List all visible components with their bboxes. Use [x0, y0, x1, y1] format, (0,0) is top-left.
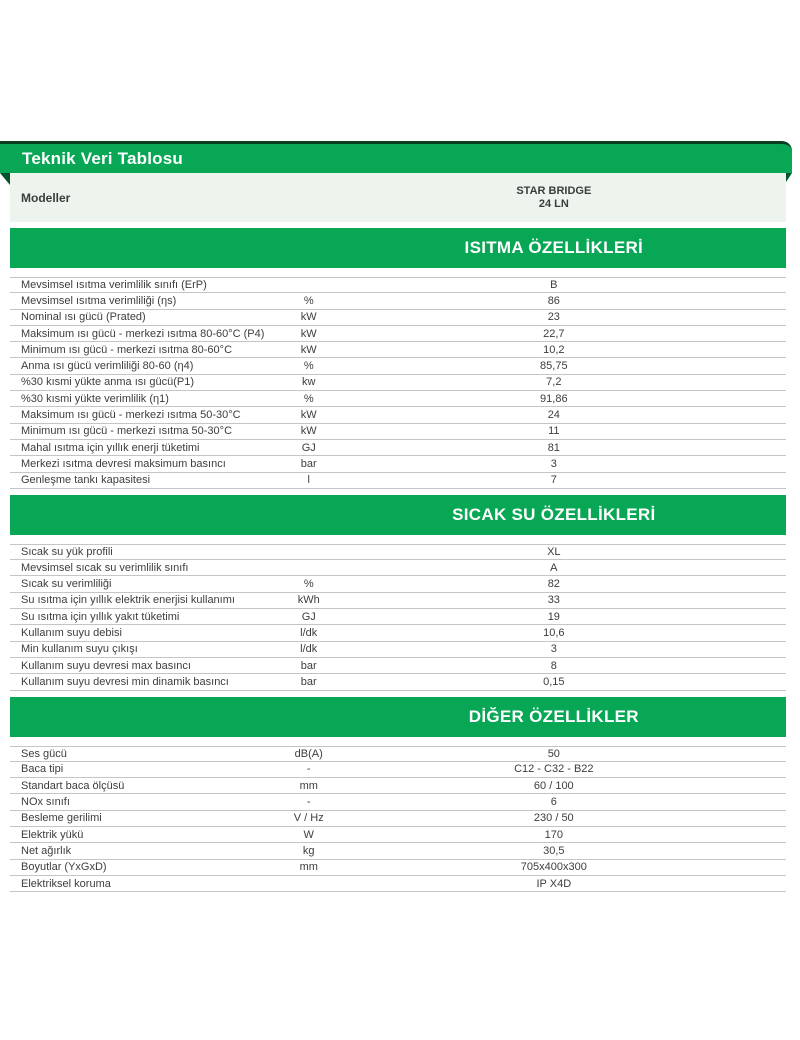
table-row: [10, 593, 786, 609]
row-value: 86: [547, 294, 560, 307]
spec-table: [10, 173, 786, 892]
row-unit: %: [303, 294, 314, 307]
row-label: Besleme gerilimi: [21, 812, 102, 825]
row-value: 82: [547, 578, 560, 591]
section-rows: [10, 544, 786, 691]
row-unit: %: [303, 392, 314, 405]
row-label: Minimum ısı gücü - merkezi ısıtma 80-60°C: [21, 343, 233, 356]
row-label: Sıcak su yük profili: [21, 546, 113, 558]
model-name-line1: STAR BRIDGE: [516, 184, 592, 197]
row-unit: l/dk: [300, 626, 318, 639]
row-label: Mevsimsel ısıtma verimlilik sınıfı (ErP): [21, 279, 207, 292]
section-header-bar: [10, 697, 786, 737]
table-row: [10, 811, 786, 827]
table-row: [10, 860, 786, 876]
table-row: [10, 456, 786, 472]
row-label: Standart baca ölçüsü: [21, 779, 125, 792]
section-title: DİĞER ÖZELLİKLER: [468, 706, 639, 726]
row-value: 10,6: [543, 626, 565, 639]
model-name: [344, 185, 786, 211]
row-label: Ses gücü: [21, 747, 67, 760]
row-unit: mm: [299, 861, 318, 874]
table-row: [10, 544, 786, 560]
row-label: Baca tipi: [21, 763, 64, 776]
table-row: [10, 440, 786, 456]
sections-container: [10, 228, 786, 892]
section-title: ISITMA ÖZELLİKLERİ: [464, 238, 644, 257]
row-unit: bar: [300, 675, 317, 688]
table-row: [10, 473, 786, 489]
row-value: 230 / 50: [533, 812, 574, 825]
row-unit: l/dk: [300, 643, 318, 656]
model-header-row: [10, 173, 786, 222]
table-row: [10, 827, 786, 843]
table-row: [10, 560, 786, 576]
row-value: 7: [550, 474, 557, 487]
row-unit: V / Hz: [293, 812, 324, 825]
table-row: [10, 391, 786, 407]
spec-section: [10, 495, 786, 691]
spec-section: [10, 697, 786, 893]
models-label: Modeller: [21, 190, 71, 205]
table-row: [10, 794, 786, 810]
row-value: 22,7: [543, 327, 565, 340]
row-label: Min kullanım suyu çıkışı: [21, 643, 138, 656]
row-unit: -: [306, 763, 311, 776]
table-row: [10, 609, 786, 625]
row-value: 3: [550, 643, 557, 656]
section-rows: [10, 746, 786, 893]
row-value: C12 - C32 - B22: [514, 763, 594, 776]
row-unit: GJ: [301, 610, 316, 623]
table-row: [10, 778, 786, 794]
model-name-line2: 24 LN: [538, 197, 569, 210]
table-row: [10, 424, 786, 440]
table-row: [10, 293, 786, 309]
row-label: Elektrik yükü: [21, 828, 84, 841]
row-unit: kg: [302, 844, 315, 857]
row-value: 11: [548, 425, 560, 438]
row-value: 33: [547, 594, 560, 607]
row-label: Kullanım suyu devresi max basıncı: [21, 659, 191, 672]
row-label: %30 kısmi yükte anma ısı gücü(P1): [21, 376, 195, 389]
row-label: Maksimum ısı gücü - merkezi ısıtma 80-60°C (P4): [21, 327, 265, 340]
row-value: 91,86: [540, 392, 568, 405]
row-label: %30 kısmi yükte verimlilik (η1): [21, 392, 169, 405]
table-row: [10, 358, 786, 374]
row-label: Boyutlar (YxGxD): [21, 861, 107, 874]
row-label: Maksimum ısı gücü - merkezi ısıtma 50-30°C: [21, 409, 241, 422]
row-unit: kW: [300, 311, 317, 324]
table-row: [10, 576, 786, 592]
row-value: 170: [544, 828, 563, 841]
table-row: [10, 342, 786, 358]
row-value: 10,2: [543, 343, 565, 356]
row-value: 0,15: [543, 675, 565, 688]
row-unit: -: [306, 796, 311, 809]
row-value: 23: [547, 311, 560, 324]
row-unit: %: [303, 578, 314, 591]
section-header-bar: [10, 495, 786, 535]
table-row: [10, 375, 786, 391]
table-row: [10, 625, 786, 641]
row-value: 3: [550, 457, 557, 470]
row-label: Minimum ısı gücü - merkezi ısıtma 50-30°C: [21, 425, 233, 438]
row-label: Nominal ısı gücü (Prated): [21, 311, 146, 324]
table-row: [10, 843, 786, 859]
row-label: Genleşme tankı kapasitesi: [21, 474, 151, 487]
row-label: Merkezi ısıtma devresi maksimum basıncı: [21, 457, 226, 470]
row-value: 6: [550, 796, 557, 809]
row-unit: W: [303, 828, 314, 841]
row-unit: kW: [300, 343, 317, 356]
table-row: [10, 658, 786, 674]
row-label: Kullanım suyu debisi: [21, 626, 122, 639]
row-value: 24: [547, 409, 560, 422]
row-value: B: [550, 279, 558, 292]
row-label: Mahal ısıtma için yıllık enerji tüketimi: [21, 441, 200, 454]
row-value: 7,2: [546, 376, 562, 389]
ribbon-fold-left: [0, 173, 10, 185]
row-label: Net ağırlık: [21, 844, 72, 857]
row-value: IP X4D: [536, 877, 572, 890]
section-title: SICAK SU ÖZELLİKLERİ: [452, 504, 656, 524]
table-row: [10, 326, 786, 342]
table-row: [10, 746, 786, 762]
row-label: NOx sınıfı: [21, 796, 70, 809]
row-unit: bar: [300, 457, 317, 470]
row-unit: kW: [300, 327, 317, 340]
row-value: 81: [547, 441, 560, 454]
spec-section: [10, 228, 786, 489]
row-label: Mevsimsel ısıtma verimliliği (ηs): [21, 294, 177, 307]
row-unit: kW: [300, 425, 317, 438]
row-value: 705x400x300: [520, 861, 587, 874]
row-label: Sıcak su verimliliği: [21, 578, 112, 591]
table-row: [10, 642, 786, 658]
row-label: Su ısıtma için yıllık yakıt tüketimi: [21, 610, 180, 623]
row-label: Mevsimsel sıcak su verimlilik sınıfı: [21, 561, 189, 574]
row-unit: dB(A): [294, 747, 323, 760]
row-unit: %: [303, 360, 314, 373]
row-label: Kullanım suyu devresi min dinamik basıncı: [21, 675, 229, 688]
row-unit: bar: [300, 659, 317, 672]
row-label: Su ısıtma için yıllık elektrik enerjisi kullanımı: [21, 594, 235, 607]
table-row: [10, 762, 786, 778]
section-rows: [10, 277, 786, 489]
row-label: Anma ısı gücü verimliliği 80-60 (η4): [21, 360, 194, 373]
page-title: Teknik Veri Tablosu: [22, 149, 183, 168]
table-row: [10, 876, 786, 892]
table-row: [10, 407, 786, 423]
row-unit: kWh: [297, 594, 320, 607]
table-row: [10, 674, 786, 690]
row-value: XL: [547, 546, 561, 558]
title-ribbon: [0, 141, 792, 173]
row-label: Elektriksel koruma: [21, 877, 111, 890]
table-row: [10, 310, 786, 326]
table-row: [10, 277, 786, 293]
row-unit: l: [307, 474, 310, 487]
section-header-bar: [10, 228, 786, 268]
row-value: 19: [547, 610, 560, 623]
row-value: 30,5: [543, 844, 565, 857]
row-value: 60 / 100: [533, 779, 574, 792]
row-unit: GJ: [301, 441, 316, 454]
row-value: 50: [547, 747, 560, 760]
row-unit: mm: [299, 779, 318, 792]
row-unit: kw: [302, 376, 316, 389]
row-value: 85,75: [540, 360, 568, 373]
row-value: A: [550, 561, 558, 574]
row-unit: kW: [300, 409, 317, 422]
row-value: 8: [550, 659, 557, 672]
